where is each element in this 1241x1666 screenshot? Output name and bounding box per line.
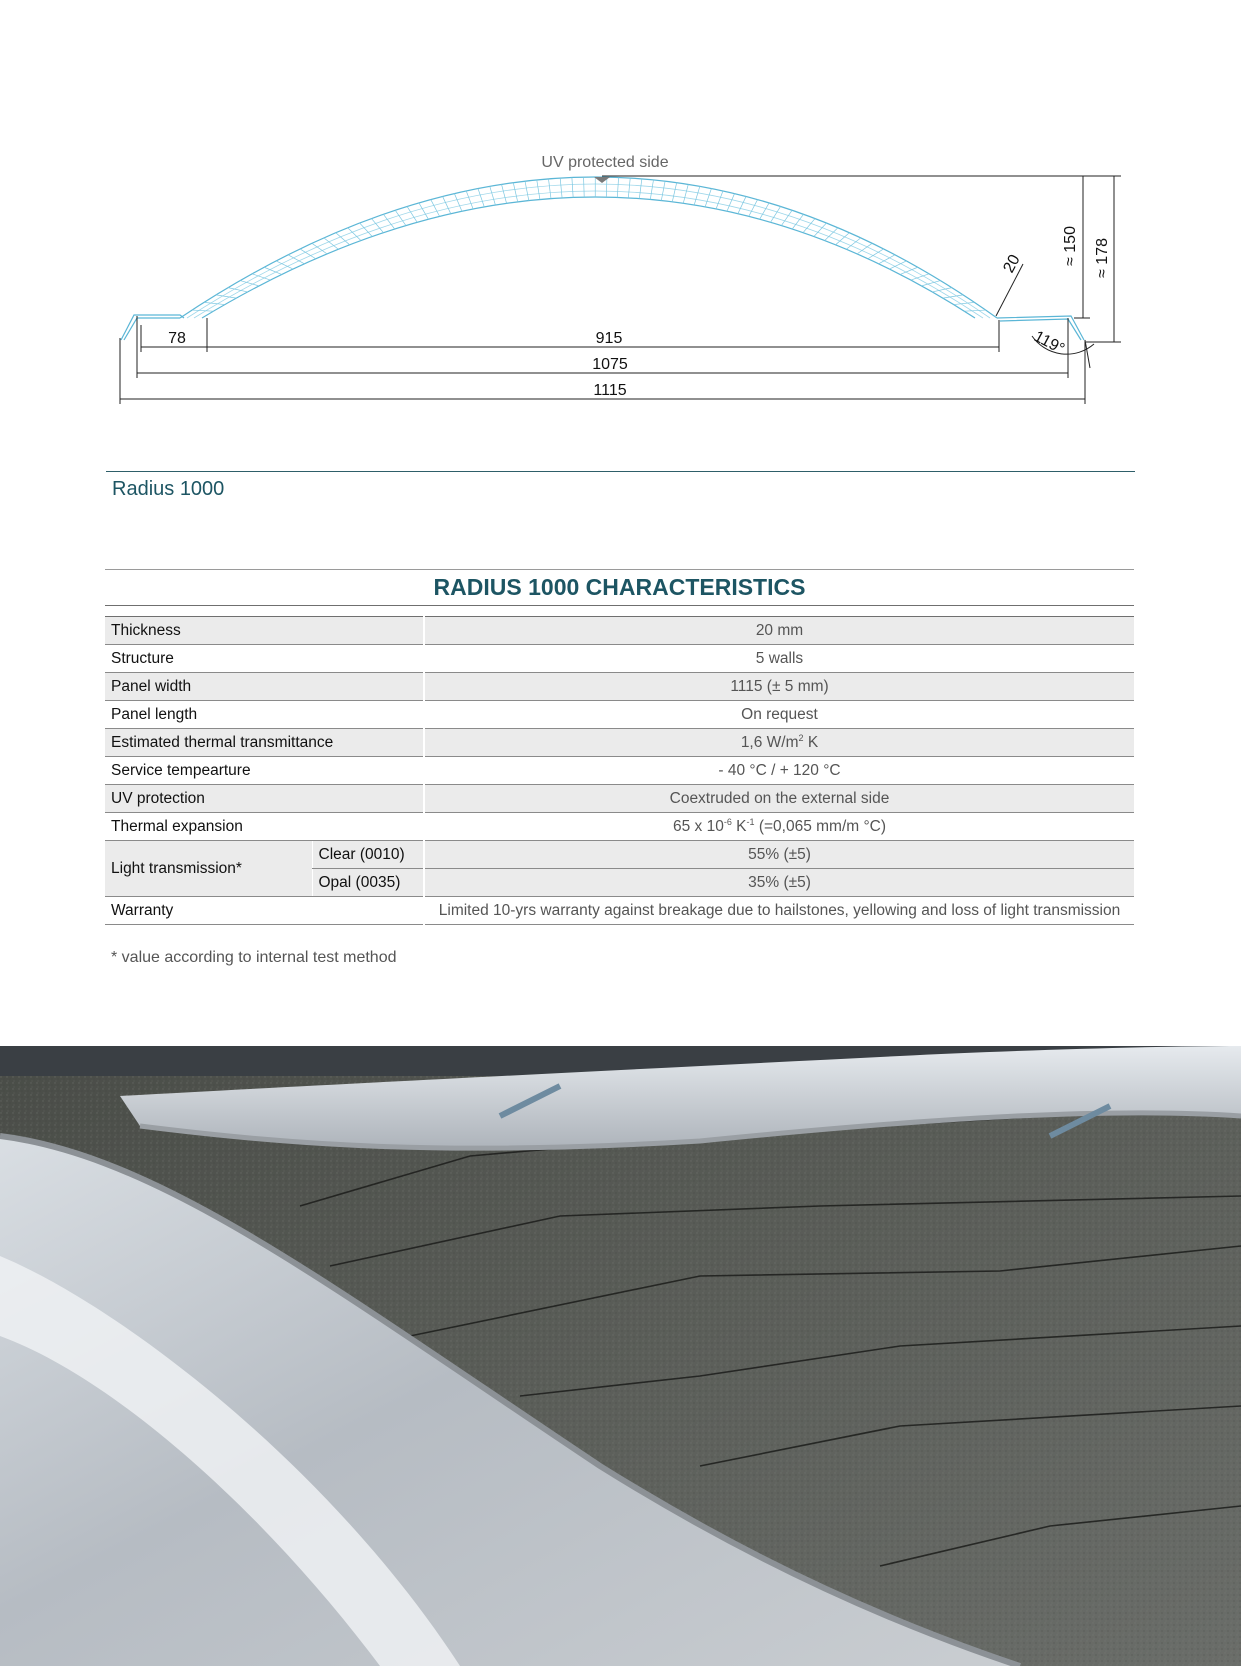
table-row (105, 813, 1134, 841)
arc-rib (694, 186, 700, 205)
row-label: Panel length (105, 701, 424, 729)
arc-rib (672, 183, 676, 202)
table-row (105, 701, 1134, 729)
light-transmission-label: Light transmission* (105, 841, 312, 897)
arc-rib (716, 191, 723, 209)
table-row (105, 729, 1134, 757)
row-label: Structure (105, 645, 424, 673)
dim-flange: 78 (168, 330, 186, 347)
row-value: 20 mm (424, 617, 1134, 645)
table-row (105, 785, 1134, 813)
dim-inner-width: 1075 (592, 356, 628, 373)
arc-rib (240, 281, 259, 286)
arc-rib (705, 189, 711, 207)
table-title-row (105, 570, 1134, 606)
row-label: Thickness (105, 617, 424, 645)
arc-rib (192, 310, 213, 311)
arc-rib (204, 302, 225, 304)
arc-rib (650, 180, 653, 200)
arc-rib (846, 238, 860, 249)
arc-rib (617, 177, 618, 197)
table-title: RADIUS 1000 CHARACTERISTICS (105, 570, 1134, 606)
characteristics-table (105, 569, 1134, 925)
panel-arc (180, 177, 997, 318)
table-row (105, 617, 1134, 645)
panel-profile-drawing (0, 140, 1241, 420)
arc-rib (407, 206, 417, 222)
uv-protected-label: UV protected side (541, 154, 669, 171)
row-value: 1115 (± 5 mm) (424, 673, 1134, 701)
row-value: 1,6 $W/m^2$ K (424, 729, 1134, 757)
arc-rib (572, 177, 573, 197)
arc-rib (336, 233, 350, 245)
section-divider (106, 471, 1135, 472)
arc-rib (749, 200, 758, 217)
arc-rib (513, 183, 517, 202)
dim-thickness: 20 (1000, 252, 1024, 276)
clear-value: 55% (±5) (424, 841, 1134, 869)
arc-rib (490, 186, 496, 205)
dim-total-width: 1115 (593, 382, 627, 399)
arc-rib (639, 179, 642, 199)
arc-rib (781, 210, 792, 225)
arc-rib (954, 302, 975, 304)
arc-rib (628, 178, 630, 198)
arc-rib (943, 295, 963, 298)
footnote: * value according to internal test method (111, 949, 397, 966)
arc-rib (525, 181, 529, 200)
row-label: UV protection (105, 785, 424, 813)
arc-rib (478, 189, 484, 207)
arc-rib (466, 191, 473, 209)
section-title: Radius 1000 (112, 478, 225, 500)
arc-rib (395, 210, 406, 225)
row-label: Panel width (105, 673, 424, 701)
arc-rib (727, 194, 735, 212)
dim-height-outer: ≈ 178 (1094, 238, 1111, 278)
row-value: 65 x $10^{-6}$ $K^{-1}$ (=0,065 mm/m °C) (424, 813, 1134, 841)
row-value: Coextruded on the external side (424, 785, 1134, 813)
row-value: On request (424, 701, 1134, 729)
arc-rib (312, 243, 327, 254)
dim-height-inner: ≈ 150 (1062, 226, 1079, 266)
arc-rib (683, 184, 688, 203)
warranty-label: Warranty (105, 897, 424, 925)
arc-rib (548, 179, 551, 199)
arc-rib (537, 180, 540, 200)
warranty-value: Limited 10-yrs warranty against breakage due to hailstones, yellowing and loss of light transmission (424, 897, 1134, 925)
arc-rib (922, 281, 941, 286)
arc-rib (738, 196, 746, 213)
arc-rib (560, 178, 562, 198)
dim-arc-width: 915 (595, 330, 623, 347)
arc-rib (836, 233, 850, 245)
row-label: Thermal expansion (105, 813, 424, 841)
arc-rib (431, 200, 440, 217)
arc-rib (760, 203, 769, 219)
row-value: 5 walls (424, 645, 1134, 673)
row-value: - 40 °C / + 120 °C (424, 757, 1134, 785)
arc-rib (443, 196, 451, 213)
arc-rib (324, 238, 338, 249)
arc-rib (606, 177, 607, 197)
arc-rib (454, 194, 462, 212)
table-row (105, 645, 1134, 673)
arc-rib (661, 181, 665, 200)
clear-label: Clear (0010) (312, 841, 424, 869)
table-row (105, 897, 1134, 925)
arc-rib (964, 310, 985, 311)
opal-value: 35% (±5) (424, 869, 1134, 897)
uv-marker-icon (594, 177, 610, 183)
table-row (105, 841, 1134, 869)
arc-rib (584, 177, 585, 197)
rooftop-photo (0, 1046, 1241, 1666)
opal-label: Opal (0035) (312, 869, 424, 897)
arc-rib (419, 203, 428, 219)
arc-rib (502, 184, 507, 203)
row-label: Service tempearture (105, 757, 424, 785)
row-label: Estimated thermal transmittance (105, 729, 424, 757)
dim-angle: 119° (1031, 328, 1068, 359)
table-row (105, 757, 1134, 785)
table-row (105, 673, 1134, 701)
arc-rib (771, 206, 781, 222)
